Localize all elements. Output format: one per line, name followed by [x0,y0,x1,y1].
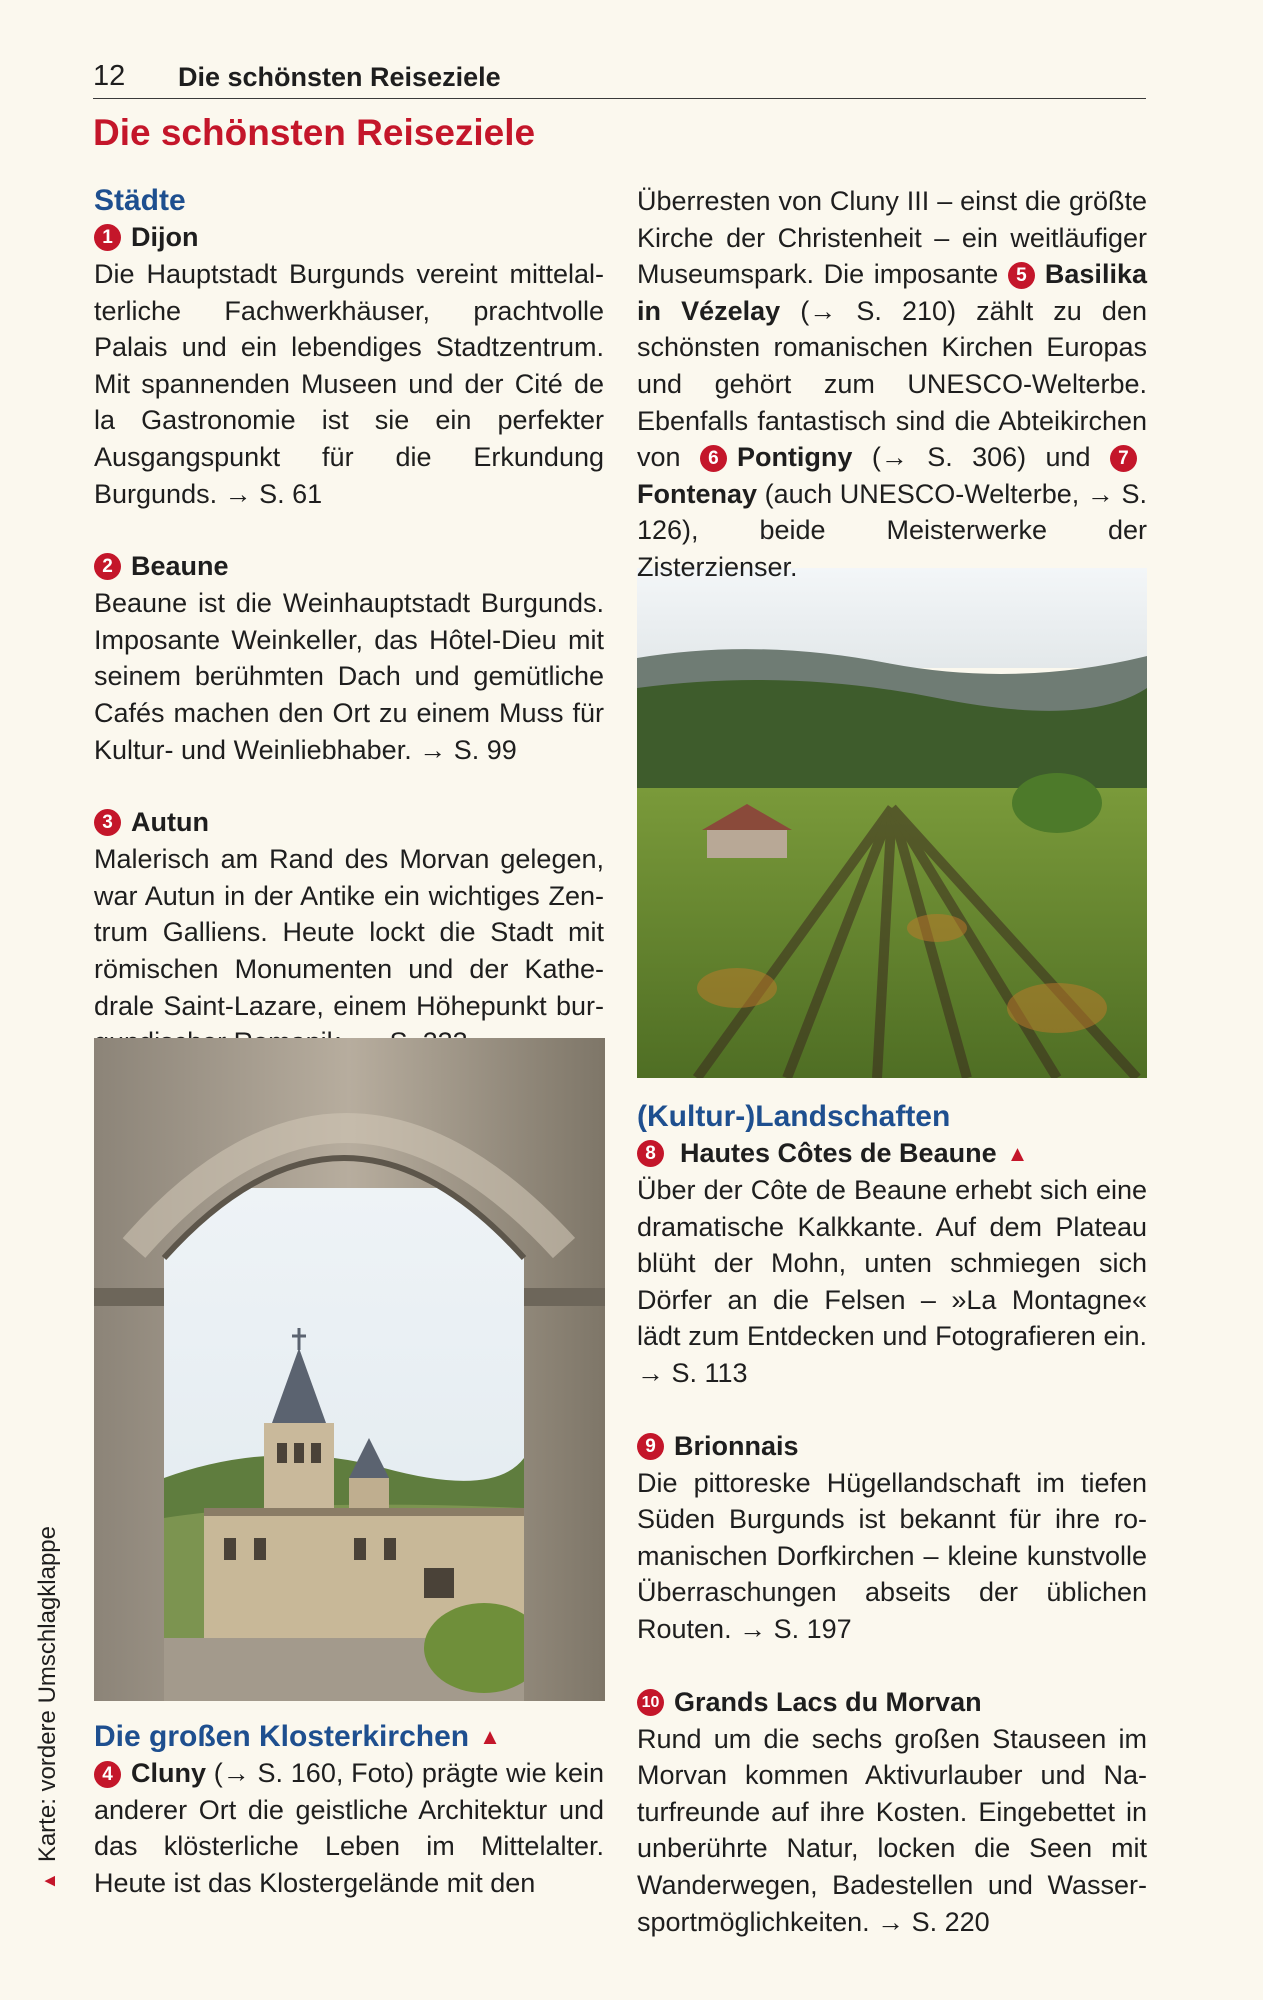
entry-title: Hautes Côtes de Beaune [680,1138,997,1168]
number-badge: 2 [94,553,121,580]
section-heading-landschaften: (Kultur-)Landschaften [637,1100,951,1133]
red-triangle-icon: ▲ [479,1724,501,1749]
page-title: Die schönsten Reiseziele [93,112,536,153]
side-map-reference: ▲Karte: vordere Umschlagklappe [34,1526,61,1890]
entry-title: Autun [131,807,209,838]
entry-autun [94,804,604,1061]
entry-title: Beaune [131,551,229,582]
entry-title: Brionnais [674,1430,799,1461]
kloster-section [94,1718,604,1901]
section-heading-kloster: Die großen Klosterkirchen [94,1720,470,1753]
number-badge: 9 [637,1433,664,1460]
entry-dijon [94,219,604,512]
page-number: 12 [93,60,126,92]
cluny-text-start: 4 Cluny (→ S. 160, Foto) prägte wie kein anderer Ort die geistliche Architektur und das klösterliche Leben im Mittelalter. Heute ist das Klostergelände mit den [94,1758,604,1898]
entry-text: Die Hauptstadt Burgunds vereint mittelalterliche Fachwerkhäuser, prachtvolle Palais und ein lebendiges Stadtzentrum. Mit spannenden Museen und der Cité de la Gastronomie ist sie ein perfekter Ausgangspunkt für die Erkundung Burgunds. → S. 61 [94,259,604,509]
red-triangle-icon: ▲ [39,1872,59,1890]
entry-text: Rund um die sechs großen Stauseen im Morvan kommen Aktivurlauber und Naturfreunde auf ihre Kosten. Eingebettet in unberührte Natur, locken die Seen mit Wanderwegen, Badestellen und Wassersportmöglichkeiten. → S. 220 [637,1723,1147,1937]
running-title: Die schönsten Reiseziele [178,62,501,92]
entry-title: Basilika in Vézelay [637,259,1147,326]
red-triangle-icon: ▲ [1006,1141,1029,1166]
landschaften-section [637,1098,1147,1940]
number-badge: 6 [700,445,727,472]
entry-text: Die pittoreske Hügellandschaft im tiefen Süden Burgunds ist bekannt für ihre romanischen Dorfkirchen – kleine kunstvolle Überraschungen abseits der üblichen Routen. → S. 197 [637,1467,1147,1644]
kloster-continuation: Überresten von Cluny III – einst die größte Kirche der Christenheit – ein weitläufiger Museumspark. Die imposante 5 Basilika in Vézelay (→ S. 210) zählt zu den schönsten romanischen Kirchen Europas und gehört zum UNESCO-Welterbe. Ebenfalls fantastisch sind die Abteikirchen von 6 Pontigny (→ S. 306) und 7Fontenay (auch UNESCO-Welterbe, → S. 126), beide Meisterwerke der Zisterzienser. [637,186,1147,582]
entry-grands-lacs [637,1684,1147,1941]
entry-title: Grands Lacs du Morvan [674,1686,982,1717]
entry-hautes-cotes [637,1135,1147,1392]
number-badge: 3 [94,809,121,836]
number-badge: 5 [1008,262,1035,289]
entry-text: Über der Côte de Beaune erhebt sich eine dramatische Kalkkante. Auf dem Plateau blüht der Mohn, unten schmiegen sich Dörfer an die Felsen – »La Montagne« lädt zum Entdecken und Fotografieren ein. → S. 113 [637,1175,1147,1388]
entry-beaune [94,548,604,768]
vineyard-photo [637,568,1147,1078]
entry-text: Beaune ist die Weinhauptstadt Burgunds. Imposante Weinkeller, das Hôtel-Dieu mit seinem berühmten Dach und gemütliche Cafés machen den Ort zu einem Muss für Kultur- und Weinliebhaber. → S. 99 [94,588,604,765]
entry-title: Dijon [131,222,199,252]
entry-brionnais [637,1428,1147,1648]
number-badge: 8 [637,1140,664,1167]
entry-title: Fontenay [637,478,758,509]
number-badge: 7 [1110,445,1137,472]
running-head [93,58,1146,99]
entry-title: Pontigny [736,442,853,473]
cluny-abbey-photo [94,1038,605,1701]
section-heading-staedte: Städte [94,184,186,217]
number-badge: 10 [637,1689,664,1716]
left-column [94,182,604,1061]
number-badge: 4 [94,1761,121,1788]
number-badge: 1 [94,224,121,251]
entry-text: Malerisch am Rand des Morvan gelegen, war Autun in der Antike ein wichtiges Zentrum Galliens. Heute lockt die Stadt mit römischen Monumenten und der Kathedrale Saint-Lazare, einem Höhepunkt bur [94,844,604,1021]
entry-title: Cluny [131,1758,207,1788]
